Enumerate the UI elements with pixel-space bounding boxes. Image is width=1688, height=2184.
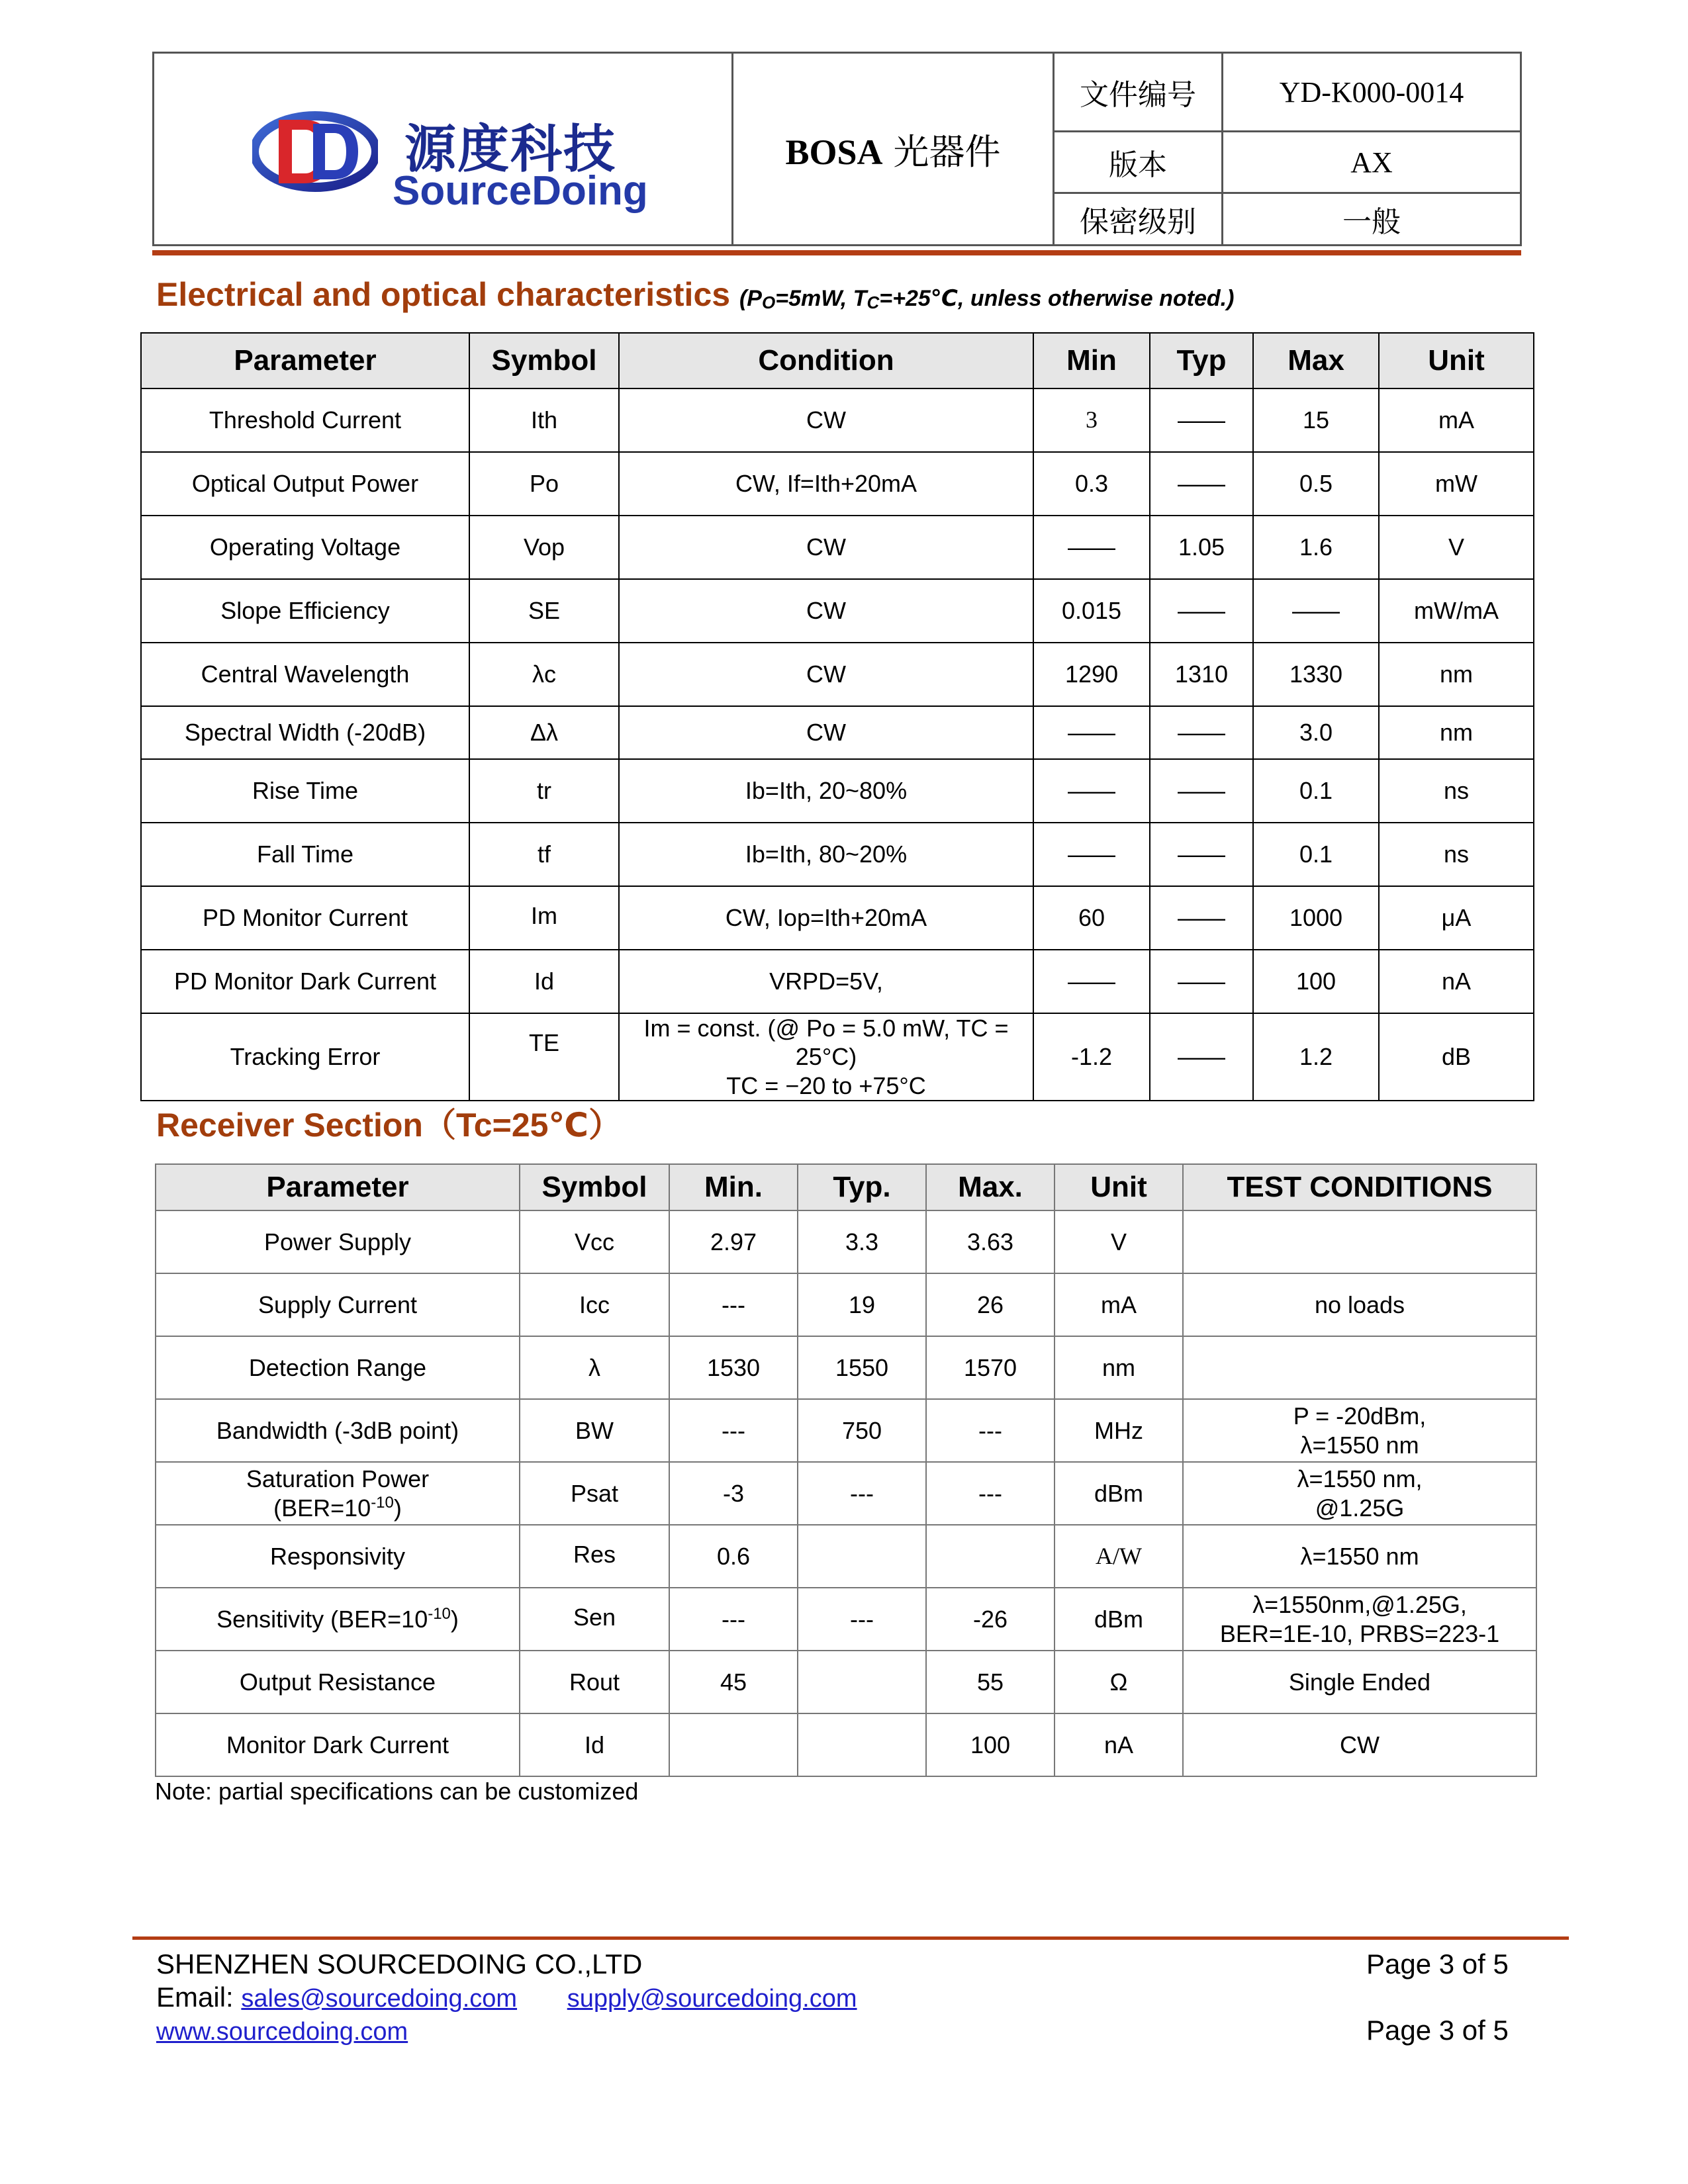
- cell-unit: mA: [1055, 1273, 1183, 1336]
- cell-max: ---: [926, 1462, 1055, 1525]
- cell-min: 1530: [669, 1336, 798, 1399]
- cell-unit: nA: [1379, 950, 1534, 1013]
- col-header: Min: [1033, 333, 1150, 388]
- cell-typ: ——: [1150, 759, 1253, 823]
- cell-unit: dBm: [1055, 1588, 1183, 1651]
- footer-page-number-2: Page 3 of 5: [1366, 2015, 1509, 2046]
- cell-parameter: Output Resistance: [156, 1651, 520, 1713]
- cell-max: 1570: [926, 1336, 1055, 1399]
- cell-min: -3: [669, 1462, 798, 1525]
- cell-symbol: Δλ: [469, 706, 619, 759]
- table-row: [141, 388, 1534, 452]
- cell-symbol: Icc: [520, 1273, 669, 1336]
- cell-symbol: Id: [520, 1713, 669, 1776]
- electrical-optical-table: [140, 332, 1534, 1101]
- cell-unit: MHz: [1055, 1399, 1183, 1462]
- cell-unit: mA: [1379, 388, 1534, 452]
- table-row: [141, 706, 1534, 759]
- cell-parameter: Sensitivity $(BER=10^{-10})$: [156, 1588, 520, 1651]
- cell-parameter: PD Monitor Dark Current: [141, 950, 469, 1013]
- cell-test-condition: [1183, 1210, 1536, 1273]
- footer-divider: [132, 1936, 1569, 1940]
- cell-symbol: BW: [520, 1399, 669, 1462]
- cell-min: 1290: [1033, 643, 1150, 706]
- table-row: [141, 516, 1534, 579]
- cell-max: 1.6: [1253, 516, 1379, 579]
- cell-condition: Ib=Ith, 80~20%: [619, 823, 1033, 886]
- col-header: Unit: [1055, 1164, 1183, 1210]
- security-level-value: 一般: [1223, 193, 1521, 246]
- cell-symbol: Id: [469, 950, 619, 1013]
- cell-unit: μA: [1379, 886, 1534, 950]
- table-row: [141, 886, 1534, 950]
- cell-symbol: Po: [469, 452, 619, 516]
- table-row: [156, 1399, 1536, 1462]
- version-label: 版本: [1054, 132, 1223, 193]
- cell-symbol: tf: [469, 823, 619, 886]
- cell-typ: 19: [798, 1273, 926, 1336]
- cell-typ: ——: [1150, 823, 1253, 886]
- supply-email-link[interactable]: supply@sourcedoing.com: [567, 1985, 857, 2013]
- cell-typ: 3.3: [798, 1210, 926, 1273]
- sourcedoing-logo-icon: [252, 100, 378, 199]
- cell-unit: dBm: [1055, 1462, 1183, 1525]
- cell-parameter: Optical Output Power: [141, 452, 469, 516]
- col-header: Condition: [619, 333, 1033, 388]
- col-header: Parameter: [141, 333, 469, 388]
- cell-symbol: λ: [520, 1336, 669, 1399]
- cell-parameter: Operating Voltage: [141, 516, 469, 579]
- col-header: TEST CONDITIONS: [1183, 1164, 1536, 1210]
- cell-min: ——: [1033, 823, 1150, 886]
- cell-typ: [798, 1651, 926, 1713]
- customization-note: Note: partial specifications can be customized: [155, 1778, 639, 1805]
- cell-parameter: Detection Range: [156, 1336, 520, 1399]
- cell-unit: nm: [1055, 1336, 1183, 1399]
- cell-typ: ---: [798, 1588, 926, 1651]
- cell-min: ---: [669, 1588, 798, 1651]
- cell-parameter: Monitor Dark Current: [156, 1713, 520, 1776]
- cell-test-condition: λ=1550nm,@1.25G, BER=1E-10, PRBS=223-1: [1183, 1588, 1536, 1651]
- website-link[interactable]: www.sourcedoing.com: [156, 2018, 408, 2046]
- cell-min: ——: [1033, 706, 1150, 759]
- cell-max: 1330: [1253, 643, 1379, 706]
- document-title-en: BOSA: [785, 132, 883, 172]
- cell-min: ---: [669, 1273, 798, 1336]
- cell-symbol: Psat: [520, 1462, 669, 1525]
- cell-typ: 1.05: [1150, 516, 1253, 579]
- cell-test-condition: CW: [1183, 1713, 1536, 1776]
- cell-test-condition: P = -20dBm, λ=1550 nm: [1183, 1399, 1536, 1462]
- cell-min: 2.97: [669, 1210, 798, 1273]
- cell-unit: V: [1055, 1210, 1183, 1273]
- cell-max: 100: [1253, 950, 1379, 1013]
- cell-parameter: PD Monitor Current: [141, 886, 469, 950]
- cell-test-condition: Single Ended: [1183, 1651, 1536, 1713]
- cell-condition: CW, If=Ith+20mA: [619, 452, 1033, 516]
- cell-max: 0.1: [1253, 759, 1379, 823]
- col-header: Unit: [1379, 333, 1534, 388]
- cell-condition: CW: [619, 706, 1033, 759]
- cell-max: ---: [926, 1399, 1055, 1462]
- col-header: Symbol: [469, 333, 619, 388]
- footer-website-row: [156, 2015, 408, 2046]
- cell-min: 45: [669, 1651, 798, 1713]
- cell-max: 0.5: [1253, 452, 1379, 516]
- cell-max: 26: [926, 1273, 1055, 1336]
- cell-max: 55: [926, 1651, 1055, 1713]
- col-header: Symbol: [520, 1164, 669, 1210]
- cell-max: 100: [926, 1713, 1055, 1776]
- cell-parameter: Fall Time: [141, 823, 469, 886]
- cell-test-condition: λ=1550 nm, @1.25G: [1183, 1462, 1536, 1525]
- cell-condition: CW: [619, 579, 1033, 643]
- doc-number-label: 文件编号: [1054, 53, 1223, 132]
- cell-condition: CW: [619, 516, 1033, 579]
- table-row: [141, 579, 1534, 643]
- col-header: Typ: [1150, 333, 1253, 388]
- table-row: [141, 643, 1534, 706]
- logo-chinese-name: 源度科技: [404, 120, 617, 179]
- cell-min: [669, 1713, 798, 1776]
- cell-parameter: Bandwidth (-3dB point): [156, 1399, 520, 1462]
- cell-unit: dB: [1379, 1013, 1534, 1101]
- cell-max: [926, 1525, 1055, 1588]
- cell-min: ——: [1033, 759, 1150, 823]
- cell-typ: ——: [1150, 1013, 1253, 1101]
- cell-symbol: Res: [520, 1525, 669, 1588]
- cell-parameter: Threshold Current: [141, 388, 469, 452]
- cell-unit: nm: [1379, 643, 1534, 706]
- logo-cell: [154, 53, 733, 246]
- table-row: [156, 1525, 1536, 1588]
- cell-max: 1000: [1253, 886, 1379, 950]
- cell-min: ——: [1033, 516, 1150, 579]
- cell-condition: VRPD=5V,: [619, 950, 1033, 1013]
- col-header: Max.: [926, 1164, 1055, 1210]
- cell-unit: V: [1379, 516, 1534, 579]
- cell-typ: ——: [1150, 452, 1253, 516]
- table-header-row: [141, 333, 1534, 388]
- cell-max: -26: [926, 1588, 1055, 1651]
- col-header: Typ.: [798, 1164, 926, 1210]
- cell-symbol: Ith: [469, 388, 619, 452]
- receiver-section-table: [155, 1163, 1537, 1777]
- sales-email-link[interactable]: sales@sourcedoing.com: [241, 1985, 518, 2013]
- footer-email-row: [156, 1981, 857, 2013]
- cell-max: ——: [1253, 579, 1379, 643]
- security-level-label: 保密级别: [1054, 193, 1223, 246]
- cell-parameter: Power Supply: [156, 1210, 520, 1273]
- document-title-cn: 光器件: [893, 132, 1001, 172]
- table-row: [156, 1336, 1536, 1399]
- cell-max: 3.63: [926, 1210, 1055, 1273]
- cell-symbol: Im: [469, 886, 619, 950]
- cell-symbol: Sen: [520, 1588, 669, 1651]
- table-row: [156, 1210, 1536, 1273]
- cell-max: 3.0: [1253, 706, 1379, 759]
- cell-unit: mW: [1379, 452, 1534, 516]
- cell-typ: [798, 1713, 926, 1776]
- document-header: [152, 52, 1522, 246]
- cell-symbol: Vcc: [520, 1210, 669, 1273]
- cell-parameter: Saturation Power $(BER=10^{-10})$: [156, 1462, 520, 1525]
- table-row: [156, 1273, 1536, 1336]
- doc-number-value: YD-K000-0014: [1223, 53, 1521, 132]
- cell-condition: CW: [619, 643, 1033, 706]
- cell-parameter: Tracking Error: [141, 1013, 469, 1101]
- section1-title-text: Electrical and optical characteristics: [156, 276, 731, 313]
- table-row: [141, 823, 1534, 886]
- table-row: [156, 1651, 1536, 1713]
- tracking-condition-line1: Im = const. (@ Po = 5.0 mW, TC = 25°C): [643, 1015, 1009, 1071]
- cell-min: 0.015: [1033, 579, 1150, 643]
- cell-parameter: Slope Efficiency: [141, 579, 469, 643]
- cell-parameter: Spectral Width (-20dB): [141, 706, 469, 759]
- cell-typ: [798, 1525, 926, 1588]
- cell-symbol: λc: [469, 643, 619, 706]
- cell-condition: CW: [619, 388, 1033, 452]
- cell-typ: 1550: [798, 1336, 926, 1399]
- col-header: Max: [1253, 333, 1379, 388]
- cell-unit: Ω: [1055, 1651, 1183, 1713]
- cell-max: 1.2: [1253, 1013, 1379, 1101]
- section1-title: [156, 275, 1234, 314]
- cell-typ: ---: [798, 1462, 926, 1525]
- col-header: Parameter: [156, 1164, 520, 1210]
- cell-min: 0.6: [669, 1525, 798, 1588]
- table-row: [141, 950, 1534, 1013]
- table-header-row: [156, 1164, 1536, 1210]
- cell-condition: Ib=Ith, 20~80%: [619, 759, 1033, 823]
- cell-condition: CW, Iop=Ith+20mA: [619, 886, 1033, 950]
- cell-min: -1.2: [1033, 1013, 1150, 1101]
- version-value: AX: [1223, 132, 1521, 193]
- table-row: [141, 452, 1534, 516]
- cell-test-condition: no loads: [1183, 1273, 1536, 1336]
- cell-test-condition: λ=1550 nm: [1183, 1525, 1536, 1588]
- cell-min: 3: [1033, 388, 1150, 452]
- cell-symbol: tr: [469, 759, 619, 823]
- footer-page-number: Page 3 of 5: [1366, 1948, 1509, 1979]
- cell-unit: ns: [1379, 823, 1534, 886]
- table-row: [156, 1462, 1536, 1525]
- cell-unit: nm: [1379, 706, 1534, 759]
- cell-unit: mW/mA: [1379, 579, 1534, 643]
- cell-min: ---: [669, 1399, 798, 1462]
- cell-unit: A/W: [1055, 1525, 1183, 1588]
- tracking-condition-line2: TC = −20 to +75°C: [726, 1071, 926, 1099]
- table-row: [156, 1588, 1536, 1651]
- cell-typ: ——: [1150, 886, 1253, 950]
- logo-english-name: SourceDoing: [393, 168, 648, 214]
- cell-symbol: Rout: [520, 1651, 669, 1713]
- cell-parameter: Supply Current: [156, 1273, 520, 1336]
- cell-parameter: Responsivity: [156, 1525, 520, 1588]
- email-label: Email:: [156, 1981, 234, 2013]
- cell-typ: ——: [1150, 579, 1253, 643]
- cell-min: 0.3: [1033, 452, 1150, 516]
- cell-symbol: SE: [469, 579, 619, 643]
- cell-typ: 1310: [1150, 643, 1253, 706]
- cell-test-condition: [1183, 1336, 1536, 1399]
- cell-typ: 750: [798, 1399, 926, 1462]
- cell-parameter: Central Wavelength: [141, 643, 469, 706]
- cell-max: 15: [1253, 388, 1379, 452]
- table-row: [156, 1713, 1536, 1776]
- document-title: [733, 53, 1054, 246]
- col-header: Min.: [669, 1164, 798, 1210]
- table-row: [141, 759, 1534, 823]
- cell-max: 0.1: [1253, 823, 1379, 886]
- cell-condition: [619, 1013, 1033, 1101]
- cell-symbol: Vop: [469, 516, 619, 579]
- cell-typ: ——: [1150, 706, 1253, 759]
- header-divider: [152, 250, 1521, 255]
- cell-symbol: TE: [469, 1013, 619, 1101]
- footer-company: SHENZHEN SOURCEDOING CO.,LTD: [156, 1948, 643, 1979]
- cell-parameter: Rise Time: [141, 759, 469, 823]
- cell-unit: ns: [1379, 759, 1534, 823]
- cell-typ: ——: [1150, 950, 1253, 1013]
- cell-min: 60: [1033, 886, 1150, 950]
- section2-title: Receiver Section（Tc=25℃）: [156, 1107, 622, 1144]
- cell-typ: ——: [1150, 388, 1253, 452]
- section1-conditions-note: ($P_O=5mW$, $T_C=+25℃$, unless otherwise noted.): [739, 286, 1235, 312]
- cell-unit: nA: [1055, 1713, 1183, 1776]
- cell-min: ——: [1033, 950, 1150, 1013]
- table-row: [141, 1013, 1534, 1101]
